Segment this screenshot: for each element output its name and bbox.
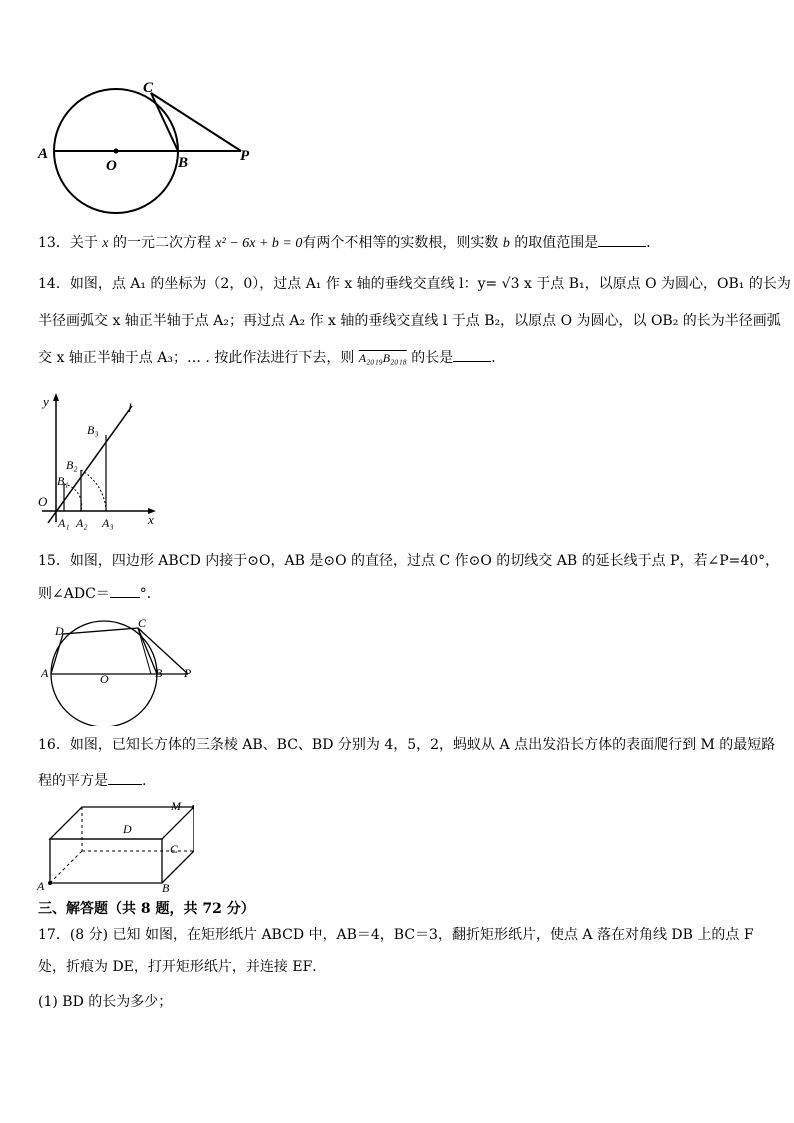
label-b3: B₃ (87, 423, 99, 437)
label-p: P (240, 148, 250, 164)
label-l: l (128, 400, 132, 415)
center-dot (114, 149, 119, 154)
question-14-line-2: 半径画弧交 x 轴正半轴于点 A₂；再过点 A₂ 作 x 轴的垂线交直线 l 于点 B₂，以原点 O 为圆心，以 OB₂ 的长为半径画弧 (38, 313, 781, 329)
label-a: A (38, 146, 49, 162)
front-face (50, 839, 162, 883)
figure-cuboid (34, 796, 194, 894)
point-a (48, 881, 52, 885)
label-c: C (138, 616, 147, 630)
quadrilateral-abcd (51, 628, 157, 674)
label-a1: A₁ (58, 516, 70, 530)
hidden-left-edge (50, 851, 82, 883)
var-b: b (502, 236, 510, 251)
question-15-line-2: 则∠ADC＝ °． (38, 583, 161, 604)
answer-blank[interactable] (110, 583, 140, 598)
section-3-title: 三、解答题（共 8 题，共 72 分） (38, 901, 255, 917)
label-d: D (55, 624, 64, 638)
label-o: O (106, 158, 117, 174)
label-b: B (178, 155, 189, 171)
question-17-line-1: 17．(8 分) 已知 如图，在矩形纸片 ABCD 中，AB＝4，BC＝3，翻折矩形纸片，使点 A 落在对角线 DB 上的点 F (38, 927, 754, 943)
figure-cyclic-quadrilateral (38, 614, 198, 726)
label-a: A (37, 879, 45, 893)
answer-blank[interactable] (598, 232, 646, 247)
question-17-sub-1: (1) BD 的长为多少； (38, 994, 173, 1010)
label-b2: B₂ (66, 458, 78, 472)
label-b: B (155, 666, 163, 680)
label-o: O (38, 494, 48, 509)
question-13: 13．关于 x 的一元二次方程 x² − 6x + b = 0有两个不相等的实数根，则实数 b 的取值范围是 ． (38, 232, 660, 254)
label-a: A (41, 666, 49, 680)
label-c: C (170, 842, 179, 856)
question-16-line-1: 16．如图，已知长方体的三条棱 AB、BC、BD 分别为 4，5，2，蚂蚁从 A 点出发沿长方体的表面爬行到 M 的最短路 (38, 737, 776, 753)
label-p: P (184, 666, 192, 680)
question-16-line-2: 程的平方是 . (38, 770, 146, 791)
arc-label: A₂₀₁₉B₂₀₁₈ (358, 351, 407, 365)
figure-circle-tangent (36, 78, 258, 218)
question-14-line-3: 交 x 轴正半轴于点 A₃；… . 按此作法进行下去，则 A₂₀₁₉B₂₀₁₈ 的长是 ． (38, 347, 505, 368)
figure-coordinate-line (34, 390, 164, 532)
question-17-line-2: 处，折痕为 DE，打开矩形纸片，并连接 EF． (38, 959, 327, 975)
label-y: y (43, 394, 49, 409)
answer-blank[interactable] (453, 347, 491, 362)
label-b: B (162, 881, 170, 894)
label-a2: A₂ (76, 516, 88, 530)
label-m: M (171, 799, 181, 813)
line-cp (138, 628, 188, 674)
question-14-line-1: 14．如图，点 A₁ 的坐标为（2，0），过点 A₁ 作 x 轴的垂线交直线 l：y= √3 x 于点 B₁，以原点 O 为圆心，OB₁ 的长为 (38, 276, 791, 292)
question-15-line-1: 15．如图，四边形 ABCD 内接于⊙O，AB 是⊙O 的直径，过点 C 作⊙O 的切线交 AB 的延长线于点 P，若∠P=40°， (38, 553, 780, 569)
equation: x² − 6x + b = 0 (215, 236, 303, 251)
label-o: O (100, 672, 109, 686)
answer-blank[interactable] (108, 770, 142, 785)
label-a3: A₃ (102, 516, 114, 530)
arc-2 (81, 470, 106, 511)
chord-ac (138, 628, 151, 674)
label-b1: B₁ (57, 474, 69, 488)
label-d: D (123, 822, 132, 836)
label-x: x (148, 512, 154, 527)
var-x: x (102, 236, 109, 251)
y-arrow (53, 393, 59, 401)
label-c: C (143, 80, 154, 96)
